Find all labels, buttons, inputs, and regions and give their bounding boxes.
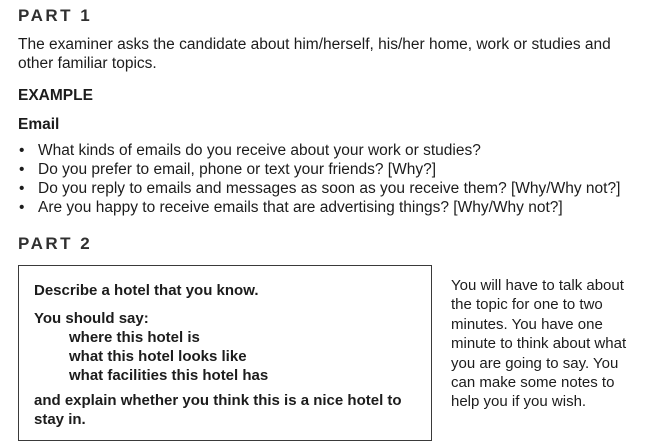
cue-card [18,265,432,441]
question-text: Do you reply to emails and messages as soon as you receive them? [Why/Why not?] [38,180,621,197]
list-item [18,160,643,179]
question-list [18,141,643,217]
cue-card-closing: and explain whether you think this is a nice hotel to stay in. [34,392,402,428]
list-item [18,198,643,217]
list-item [18,141,643,160]
bullet-icon: • [19,142,25,159]
topic-label: Email [18,116,60,133]
list-item: where this hotel is [69,329,200,346]
part2-heading: PART 2 [18,234,93,253]
cue-card-points [69,328,268,385]
question-text: Are you happy to receive emails that are advertising things? [Why/Why not?] [38,199,563,216]
question-text: Do you prefer to email, phone or text your friends? [Why?] [38,161,437,178]
example-label: EXAMPLE [18,87,93,104]
cue-card-title: Describe a hotel that you know. [34,282,259,299]
question-text: What kinds of emails do you receive about your work or studies? [38,142,481,159]
bullet-icon: • [19,199,25,216]
part1-heading: PART 1 [18,6,93,25]
list-item: what this hotel looks like [69,348,247,365]
list-item: what facilities this hotel has [69,367,269,384]
cue-card-prompt: You should say: [34,310,149,327]
part2-instructions: You will have to talk about the topic for one to two minutes. You have one minute to think about what you are going to say. You can make some notes to help you if you wish. [451,277,627,411]
list-item [18,179,643,198]
bullet-icon: • [19,161,25,178]
bullet-icon: • [19,180,25,197]
part1-intro: The examiner asks the candidate about him/herself, his/her home, work or studies and other familiar topics. [18,36,611,72]
